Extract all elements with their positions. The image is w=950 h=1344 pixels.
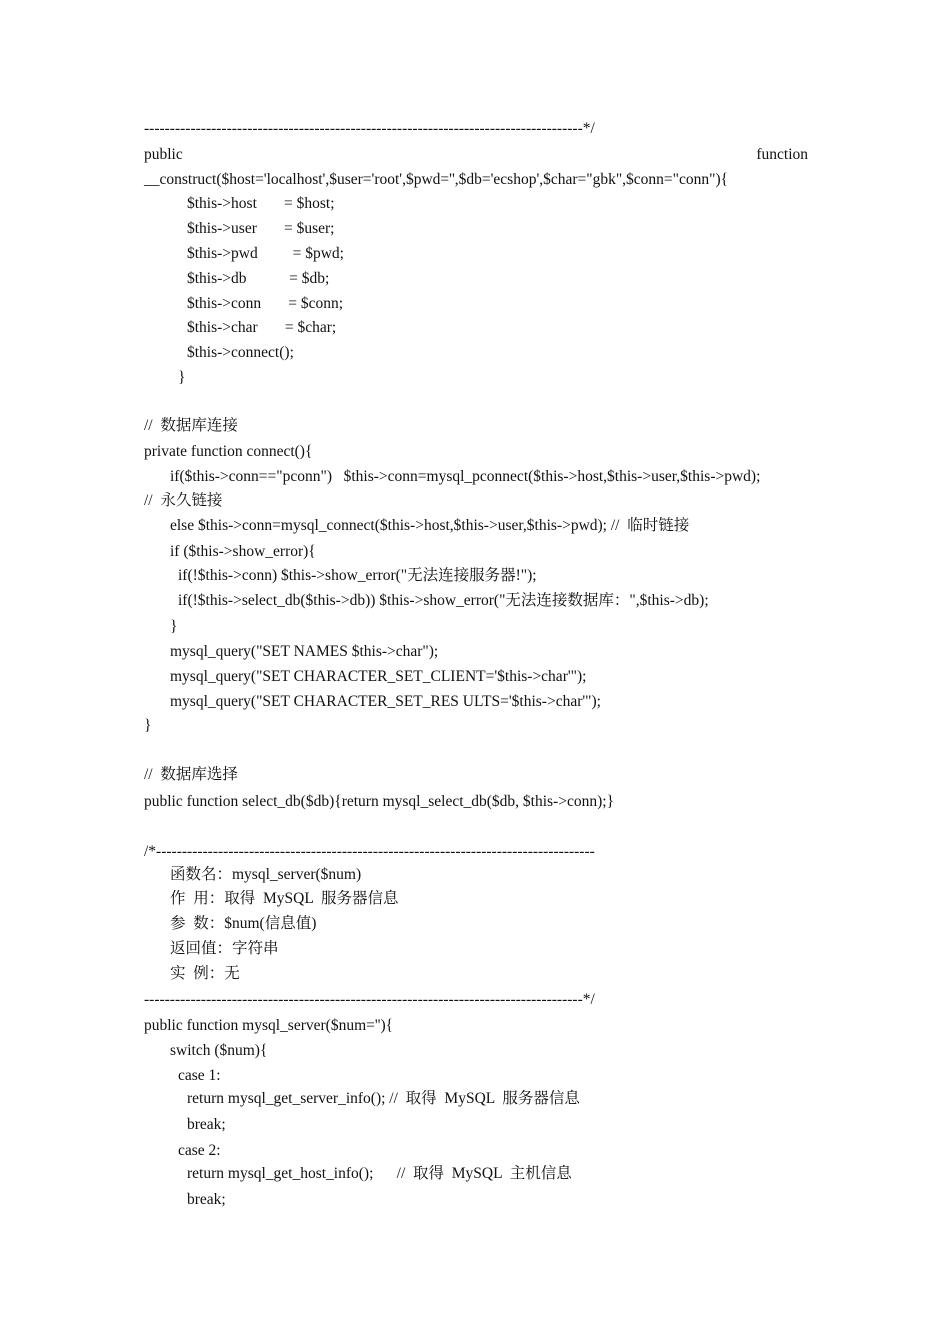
code-line: if(!$this->conn) $this->show_error("无法连接服务器!");	[178, 567, 537, 584]
code-line: switch ($num){	[170, 1042, 268, 1059]
code-line: mysql_query("SET CHARACTER_SET_CLIENT='$this->char'");	[170, 668, 587, 685]
code-line: case 1:	[178, 1067, 221, 1084]
code-line: if(!$this->select_db($this->db)) $this->show_error("无法连接数据库：",$this->db);	[178, 592, 709, 609]
code-line: $this->connect();	[187, 344, 294, 361]
code-line: mysql_query("SET NAMES $this->char");	[170, 643, 439, 660]
code-line: return mysql_get_host_info(); // 取得 MySQL 主机信息	[187, 1165, 572, 1182]
code-line: else $this->conn=mysql_connect($this->host,$this->user,$this->pwd); // 临时链接	[170, 517, 690, 534]
code-line: $this->host = $host;	[187, 195, 335, 212]
code-line: if ($this->show_error){	[170, 543, 316, 560]
doc-comment-line: 实 例：无	[170, 965, 240, 982]
code-line: __construct($host='localhost',$user='root',$pwd='',$db='ecshop',$char="gbk",$conn="conn"){	[144, 171, 729, 188]
code-comment: // 永久链接	[144, 492, 223, 509]
doc-comment-line: 作 用：取得 MySQL 服务器信息	[170, 890, 399, 907]
code-line: mysql_query("SET CHARACTER_SET_RES ULTS='$this->char'");	[170, 693, 601, 710]
code-line: break;	[187, 1116, 226, 1133]
code-line: private function connect(){	[144, 443, 313, 460]
code-line: $this->pwd = $pwd;	[187, 245, 344, 262]
code-line: $this->db = $db;	[187, 270, 330, 287]
keyword-function: function	[756, 146, 808, 163]
code-line: break;	[187, 1191, 226, 1208]
code-line: }	[178, 369, 186, 386]
doc-comment-line: 返回值：字符串	[170, 940, 279, 957]
code-line: return mysql_get_server_info(); // 取得 MySQL 服务器信息	[187, 1090, 580, 1107]
code-line: }	[144, 717, 152, 734]
comment-end-rule: -------------------------------------------------------------------------------------*/	[144, 120, 595, 137]
justified-line	[144, 145, 808, 165]
keyword-public: public	[144, 146, 183, 163]
doc-comment-line: 参 数：$num(信息值)	[170, 915, 317, 932]
code-line: public function mysql_server($num=''){	[144, 1017, 394, 1034]
code-line: }	[170, 618, 178, 635]
code-line: public function select_db($db){return mysql_select_db($db, $this->conn);}	[144, 793, 615, 810]
code-line: $this->conn = $conn;	[187, 295, 344, 312]
code-line: if($this->conn=="pconn") $this->conn=mysql_pconnect($this->host,$this->user,$this->pwd);	[170, 468, 761, 485]
code-comment: // 数据库选择	[144, 766, 238, 783]
code-comment: // 数据库连接	[144, 417, 238, 434]
code-line: case 2:	[178, 1142, 221, 1159]
code-line: $this->user = $user;	[187, 220, 335, 237]
code-line: $this->char = $char;	[187, 319, 337, 336]
comment-end-rule: -------------------------------------------------------------------------------------*/	[144, 991, 595, 1008]
doc-comment-line: 函数名：mysql_server($num)	[170, 866, 362, 883]
comment-start-rule: /*-------------------------------------------------------------------------------------	[144, 843, 595, 860]
